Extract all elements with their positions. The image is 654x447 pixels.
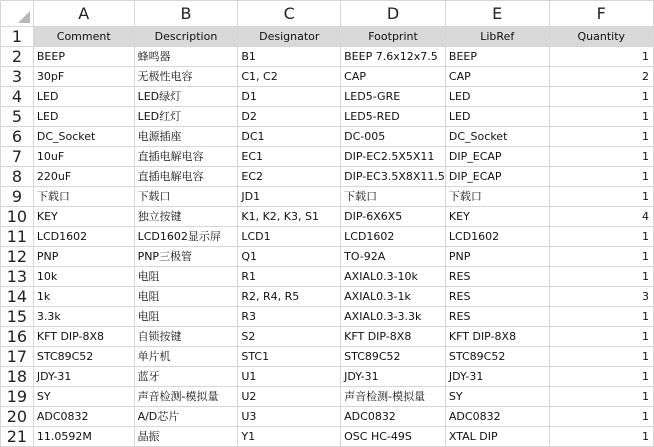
row-header[interactable]: 8: [1, 167, 34, 187]
cell-comment[interactable]: BEEP: [33, 47, 134, 67]
cell-footprint[interactable]: JDY-31: [341, 367, 446, 387]
row-header[interactable]: 16: [1, 327, 34, 347]
cell-footprint[interactable]: 下载口: [341, 187, 446, 207]
cell-designator[interactable]: K1, K2, K3, S1: [238, 207, 341, 227]
row-header[interactable]: 13: [1, 267, 34, 287]
cell-designator[interactable]: U3: [238, 407, 341, 427]
cell-description[interactable]: 声音检测-模拟量: [134, 387, 238, 407]
table-row: [1, 127, 654, 147]
cell-libref[interactable]: DIP_ECAP: [445, 167, 549, 187]
cell-comment[interactable]: 下载口: [33, 187, 134, 207]
row-header[interactable]: 19: [1, 387, 34, 407]
row-header[interactable]: 6: [1, 127, 34, 147]
cell-comment[interactable]: LCD1602: [33, 227, 134, 247]
table-row: [1, 247, 654, 267]
cell-comment[interactable]: 10k: [33, 267, 134, 287]
cell-comment[interactable]: PNP: [33, 247, 134, 267]
cell-libref[interactable]: DIP_ECAP: [445, 147, 549, 167]
header-cell-comment[interactable]: Comment: [33, 27, 134, 47]
table-row: [1, 347, 654, 367]
cell-footprint[interactable]: DIP-EC2.5X5X11: [341, 147, 446, 167]
cell-quantity[interactable]: 3: [549, 287, 653, 307]
cell-comment[interactable]: 10uF: [33, 147, 134, 167]
cell-description[interactable]: 直插电解电容: [134, 147, 238, 167]
row-header[interactable]: 10: [1, 207, 34, 227]
table-row: [1, 147, 654, 167]
cell-comment[interactable]: 11.0592M: [33, 427, 134, 447]
cell-designator[interactable]: S2: [238, 327, 341, 347]
cell-designator[interactable]: JD1: [238, 187, 341, 207]
cell-quantity[interactable]: 1: [549, 127, 653, 147]
cell-libref[interactable]: KFT DIP-8X8: [445, 327, 549, 347]
row-header[interactable]: 4: [1, 87, 34, 107]
column-header-d[interactable]: D: [341, 1, 446, 27]
cell-quantity[interactable]: 1: [549, 147, 653, 167]
cell-description[interactable]: 下载口: [134, 187, 238, 207]
header-cell-libref[interactable]: LibRef: [445, 27, 549, 47]
cell-quantity[interactable]: 1: [549, 187, 653, 207]
cell-designator[interactable]: DC1: [238, 127, 341, 147]
cell-quantity[interactable]: 1: [549, 307, 653, 327]
column-header-c[interactable]: C: [238, 1, 341, 27]
cell-footprint[interactable]: ADC0832: [341, 407, 446, 427]
table-row: [1, 367, 654, 387]
table-row: [1, 387, 654, 407]
table-row: [1, 47, 654, 67]
cell-description[interactable]: LED绿灯: [134, 87, 238, 107]
cell-footprint[interactable]: DIP-EC3.5X8X11.5: [341, 167, 446, 187]
cell-footprint[interactable]: AXIAL0.3-1k: [341, 287, 446, 307]
cell-description[interactable]: A/D芯片: [134, 407, 238, 427]
cell-description[interactable]: 独立按键: [134, 207, 238, 227]
cell-comment[interactable]: KEY: [33, 207, 134, 227]
row-header[interactable]: 20: [1, 407, 34, 427]
cell-footprint[interactable]: DC-005: [341, 127, 446, 147]
cell-footprint[interactable]: 声音检测-模拟量: [341, 387, 446, 407]
column-header-e[interactable]: E: [445, 1, 549, 27]
cell-designator[interactable]: B1: [238, 47, 341, 67]
cell-libref[interactable]: ADC0832: [445, 407, 549, 427]
select-all-icon: [18, 11, 30, 23]
cell-footprint[interactable]: LED5-GRE: [341, 87, 446, 107]
cell-designator[interactable]: STC1: [238, 347, 341, 367]
cell-designator[interactable]: U1: [238, 367, 341, 387]
row-header[interactable]: 11: [1, 227, 34, 247]
cell-libref[interactable]: SY: [445, 387, 549, 407]
cell-designator[interactable]: EC1: [238, 147, 341, 167]
cell-quantity[interactable]: 1: [549, 47, 653, 67]
cell-designator[interactable]: C1, C2: [238, 67, 341, 87]
cell-quantity[interactable]: 1: [549, 227, 653, 247]
cell-libref[interactable]: RES: [445, 307, 549, 327]
cell-libref[interactable]: CAP: [445, 67, 549, 87]
table-row: [1, 427, 654, 447]
cell-quantity[interactable]: 1: [549, 367, 653, 387]
table-row: [1, 107, 654, 127]
cell-footprint[interactable]: CAP: [341, 67, 446, 87]
cell-designator[interactable]: Y1: [238, 427, 341, 447]
cell-description[interactable]: 电源插座: [134, 127, 238, 147]
row-header[interactable]: 18: [1, 367, 34, 387]
cell-quantity[interactable]: 1: [549, 107, 653, 127]
cell-footprint[interactable]: OSC HC-49S: [341, 427, 446, 447]
cell-comment[interactable]: ADC0832: [33, 407, 134, 427]
cell-designator[interactable]: LCD1: [238, 227, 341, 247]
cell-quantity[interactable]: 1: [549, 167, 653, 187]
cell-footprint[interactable]: KFT DIP-8X8: [341, 327, 446, 347]
cell-description[interactable]: LED红灯: [134, 107, 238, 127]
table-row: [1, 287, 654, 307]
table-row: [1, 327, 654, 347]
table-row: [1, 227, 654, 247]
cell-designator[interactable]: D1: [238, 87, 341, 107]
cell-libref[interactable]: STC89C52: [445, 347, 549, 367]
cell-libref[interactable]: JDY-31: [445, 367, 549, 387]
row-header[interactable]: 1: [1, 27, 34, 47]
cell-description[interactable]: 自锁按键: [134, 327, 238, 347]
cell-libref[interactable]: KEY: [445, 207, 549, 227]
table-row: [1, 307, 654, 327]
cell-comment[interactable]: 3.3k: [33, 307, 134, 327]
cell-footprint[interactable]: STC89C52: [341, 347, 446, 367]
cell-description[interactable]: 晶振: [134, 427, 238, 447]
header-cell-description[interactable]: Description: [134, 27, 238, 47]
cell-comment[interactable]: STC89C52: [33, 347, 134, 367]
cell-comment[interactable]: LED: [33, 87, 134, 107]
row-header[interactable]: 3: [1, 67, 34, 87]
cell-description[interactable]: PNP三极管: [134, 247, 238, 267]
column-header-a[interactable]: A: [33, 1, 134, 27]
cell-designator[interactable]: R2, R4, R5: [238, 287, 341, 307]
cell-footprint[interactable]: AXIAL0.3-3.3k: [341, 307, 446, 327]
table-row: [1, 207, 654, 227]
cell-designator[interactable]: EC2: [238, 167, 341, 187]
row-header[interactable]: 7: [1, 147, 34, 167]
cell-description[interactable]: 蜂鸣器: [134, 47, 238, 67]
row-header[interactable]: 15: [1, 307, 34, 327]
row-header[interactable]: 2: [1, 47, 34, 67]
table-row: [1, 167, 654, 187]
cell-description[interactable]: 单片机: [134, 347, 238, 367]
cell-libref[interactable]: DC_Socket: [445, 127, 549, 147]
cell-footprint[interactable]: TO-92A: [341, 247, 446, 267]
cell-comment[interactable]: DC_Socket: [33, 127, 134, 147]
cell-designator[interactable]: D2: [238, 107, 341, 127]
cell-comment[interactable]: 220uF: [33, 167, 134, 187]
row-header[interactable]: 21: [1, 427, 34, 447]
cell-footprint[interactable]: BEEP 7.6x12x7.5: [341, 47, 446, 67]
cell-comment[interactable]: SY: [33, 387, 134, 407]
header-cell-designator[interactable]: Designator: [238, 27, 341, 47]
cell-libref[interactable]: 下载口: [445, 187, 549, 207]
row-header[interactable]: 5: [1, 107, 34, 127]
cell-quantity[interactable]: 1: [549, 327, 653, 347]
column-header-f[interactable]: F: [549, 1, 653, 27]
cell-footprint[interactable]: AXIAL0.3-10k: [341, 267, 446, 287]
cell-designator[interactable]: Q1: [238, 247, 341, 267]
cell-quantity[interactable]: 1: [549, 427, 653, 447]
cell-description[interactable]: 电阻: [134, 307, 238, 327]
cell-designator[interactable]: U2: [238, 387, 341, 407]
row-header[interactable]: 14: [1, 287, 34, 307]
cell-quantity[interactable]: 4: [549, 207, 653, 227]
column-header-b[interactable]: B: [134, 1, 238, 27]
cell-libref[interactable]: LED: [445, 107, 549, 127]
cell-libref[interactable]: LED: [445, 87, 549, 107]
cell-libref[interactable]: RES: [445, 267, 549, 287]
cell-quantity[interactable]: 1: [549, 247, 653, 267]
cell-quantity[interactable]: 1: [549, 347, 653, 367]
cell-libref[interactable]: RES: [445, 287, 549, 307]
cell-quantity[interactable]: 1: [549, 87, 653, 107]
cell-description[interactable]: 电阻: [134, 267, 238, 287]
table-row: [1, 407, 654, 427]
table-row: [1, 87, 654, 107]
cell-description[interactable]: 蓝牙: [134, 367, 238, 387]
cell-libref[interactable]: BEEP: [445, 47, 549, 67]
cell-quantity[interactable]: 1: [549, 267, 653, 287]
table-row: [1, 187, 654, 207]
cell-comment[interactable]: LED: [33, 107, 134, 127]
cell-description[interactable]: 无极性电容: [134, 67, 238, 87]
cell-footprint[interactable]: DIP-6X6X5: [341, 207, 446, 227]
select-all-corner[interactable]: [1, 1, 34, 27]
cell-description[interactable]: LCD1602显示屏: [134, 227, 238, 247]
cell-footprint[interactable]: LCD1602: [341, 227, 446, 247]
cell-comment[interactable]: KFT DIP-8X8: [33, 327, 134, 347]
cell-libref[interactable]: XTAL DIP: [445, 427, 549, 447]
cell-libref[interactable]: PNP: [445, 247, 549, 267]
table-row: [1, 67, 654, 87]
cell-comment[interactable]: 1k: [33, 287, 134, 307]
row-header[interactable]: 12: [1, 247, 34, 267]
row-header[interactable]: 9: [1, 187, 34, 207]
cell-designator[interactable]: R3: [238, 307, 341, 327]
cell-description[interactable]: 电阻: [134, 287, 238, 307]
cell-quantity[interactable]: 1: [549, 407, 653, 427]
header-cell-quantity[interactable]: Quantity: [549, 27, 653, 47]
cell-quantity[interactable]: 1: [549, 387, 653, 407]
cell-comment[interactable]: JDY-31: [33, 367, 134, 387]
cell-libref[interactable]: LCD1602: [445, 227, 549, 247]
table-row: [1, 267, 654, 287]
cell-designator[interactable]: R1: [238, 267, 341, 287]
cell-comment[interactable]: 30pF: [33, 67, 134, 87]
cell-quantity[interactable]: 2: [549, 67, 653, 87]
row-header[interactable]: 17: [1, 347, 34, 367]
cell-description[interactable]: 直插电解电容: [134, 167, 238, 187]
header-cell-footprint[interactable]: Footprint: [341, 27, 446, 47]
cell-footprint[interactable]: LED5-RED: [341, 107, 446, 127]
